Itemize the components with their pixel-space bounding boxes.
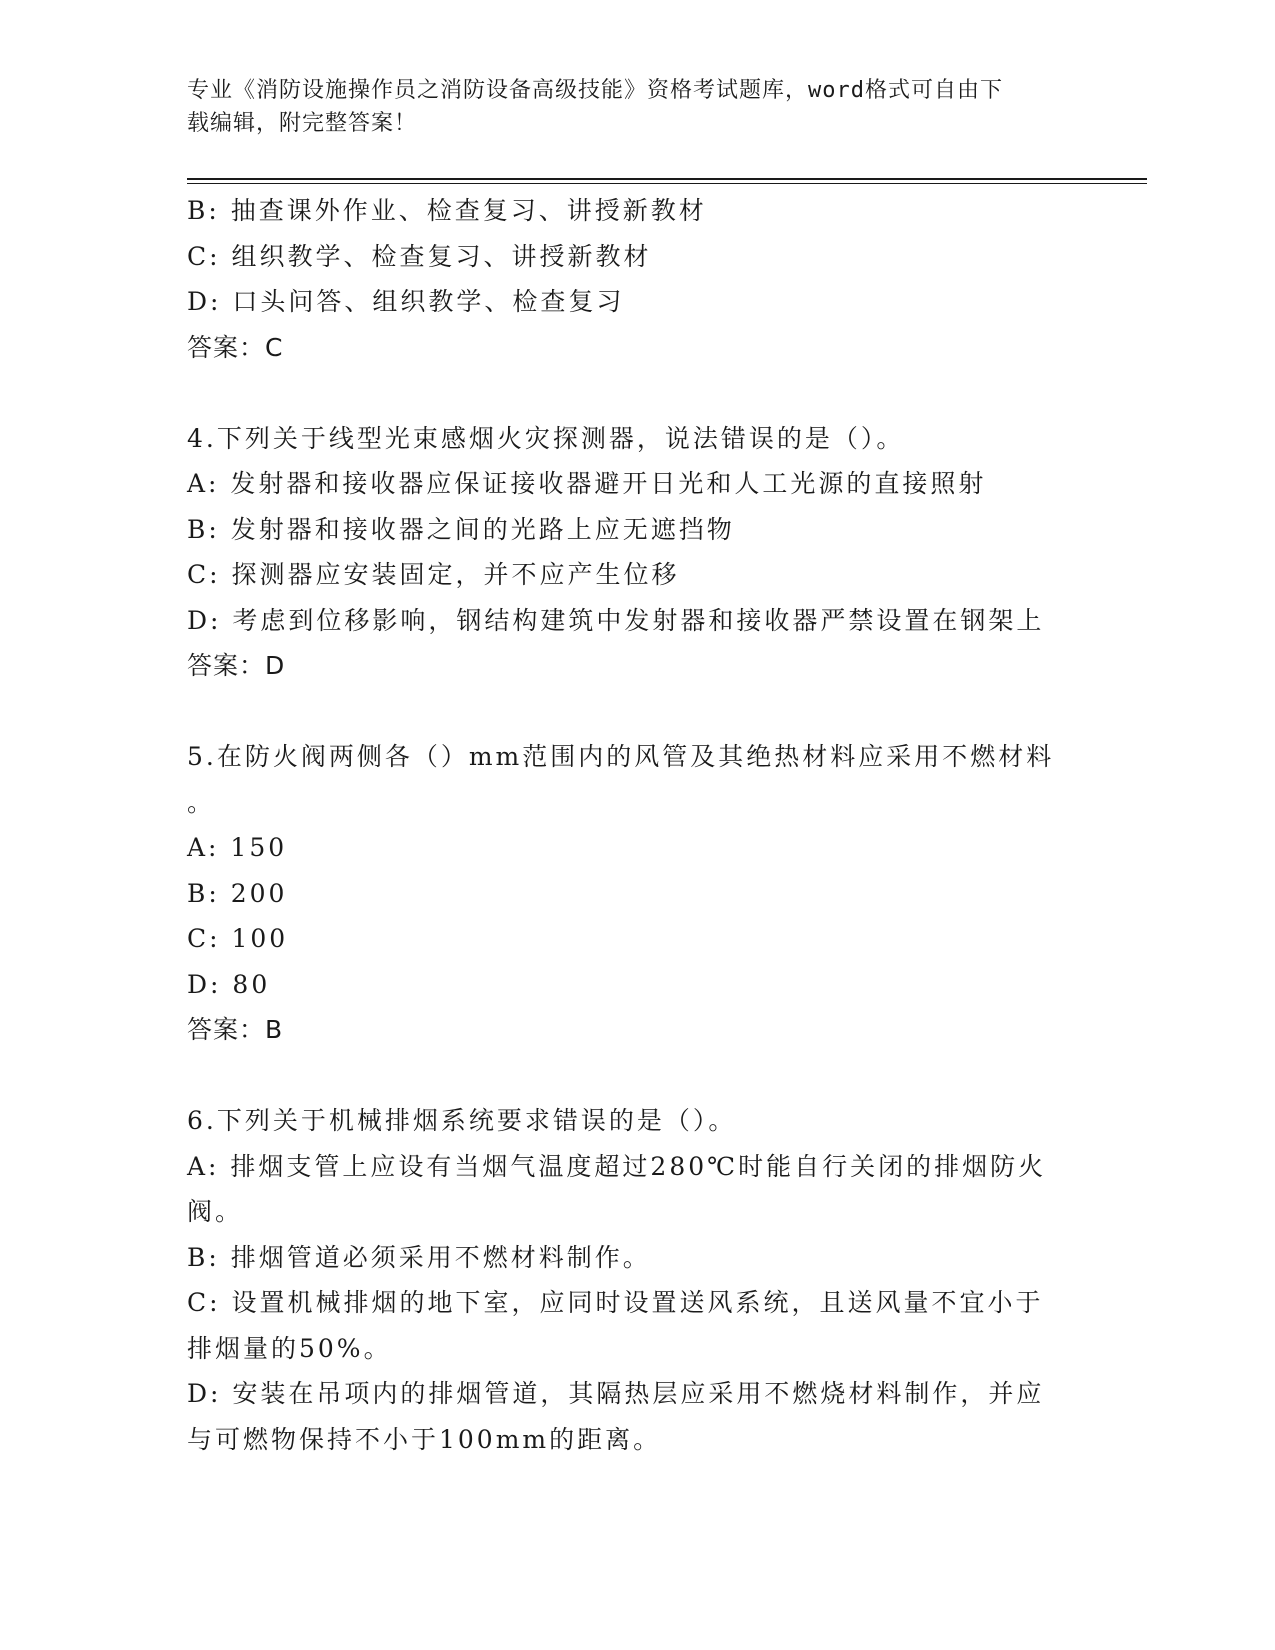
- header-divider-thick: [187, 178, 1147, 180]
- q3-option-b: B: 抽查课外作业、检查复习、讲授新教材: [187, 196, 707, 225]
- q6-option-d-line-2: 与可燃物保持不小于100mm的距离。: [187, 1424, 662, 1454]
- header-line-2: 载编辑，附完整答案！: [187, 111, 418, 136]
- spacer: [187, 370, 1067, 416]
- q6-option-a-line-1: A: 排烟支管上应设有当烟气温度超过280℃时能自行关闭的排烟防火: [187, 1151, 1047, 1181]
- header-line-1: 专业《消防设施操作员之消防设备高级技能》资格考试题库，word格式可自由下: [187, 78, 1003, 103]
- q3-answer: 答案：C: [187, 332, 284, 362]
- q5-question-line-1: 5.在防火阀两侧各（）mm范围内的风管及其绝热材料应采用不燃材料: [187, 742, 1055, 771]
- q5-option-d: D: 80: [187, 969, 271, 999]
- q3-option-c: C: 组织教学、检查复习、讲授新教材: [187, 241, 652, 271]
- q6-option-a-line-2: 阀。: [187, 1197, 244, 1226]
- spacer: [187, 1053, 1067, 1099]
- q5-question-line-2: 。: [187, 787, 216, 817]
- q6-option-b: B: 排烟管道必须采用不燃材料制作。: [187, 1242, 651, 1272]
- header-divider-thin: [187, 183, 1147, 184]
- q6-option-c-line-2: 排烟量的50%。: [187, 1333, 392, 1363]
- q5-option-a: A: 150: [187, 833, 288, 862]
- document-header: [187, 74, 1067, 140]
- q3-option-d: D: 口头问答、组织教学、检查复习: [187, 287, 625, 316]
- q4-question: 4.下列关于线型光束感烟火灾探测器，说法错误的是（）。: [187, 423, 905, 453]
- q4-option-c: C: 探测器应安装固定，并不应产生位移: [187, 560, 680, 589]
- q4-answer: 答案：D: [187, 651, 286, 680]
- q6-option-c-line-1: C: 设置机械排烟的地下室，应同时设置送风系统，且送风量不宜小于: [187, 1288, 1044, 1317]
- question-content: [187, 188, 1067, 1462]
- q6-question: 6.下列关于机械排烟系统要求错误的是（）。: [187, 1106, 737, 1135]
- q4-option-d: D: 考虑到位移影响，钢结构建筑中发射器和接收器严禁设置在钢架上: [187, 605, 1045, 635]
- spacer: [187, 689, 1067, 735]
- q6-option-d-line-1: D: 安装在吊项内的排烟管道，其隔热层应采用不燃烧材料制作，并应: [187, 1379, 1045, 1408]
- q4-option-b: B: 发射器和接收器之间的光路上应无遮挡物: [187, 514, 735, 544]
- q5-answer: 答案：B: [187, 1015, 284, 1044]
- q5-option-c: C: 100: [187, 924, 289, 953]
- q5-option-b: B: 200: [187, 878, 288, 908]
- q4-option-a: A: 发射器和接收器应保证接收器避开日光和人工光源的直接照射: [187, 469, 987, 498]
